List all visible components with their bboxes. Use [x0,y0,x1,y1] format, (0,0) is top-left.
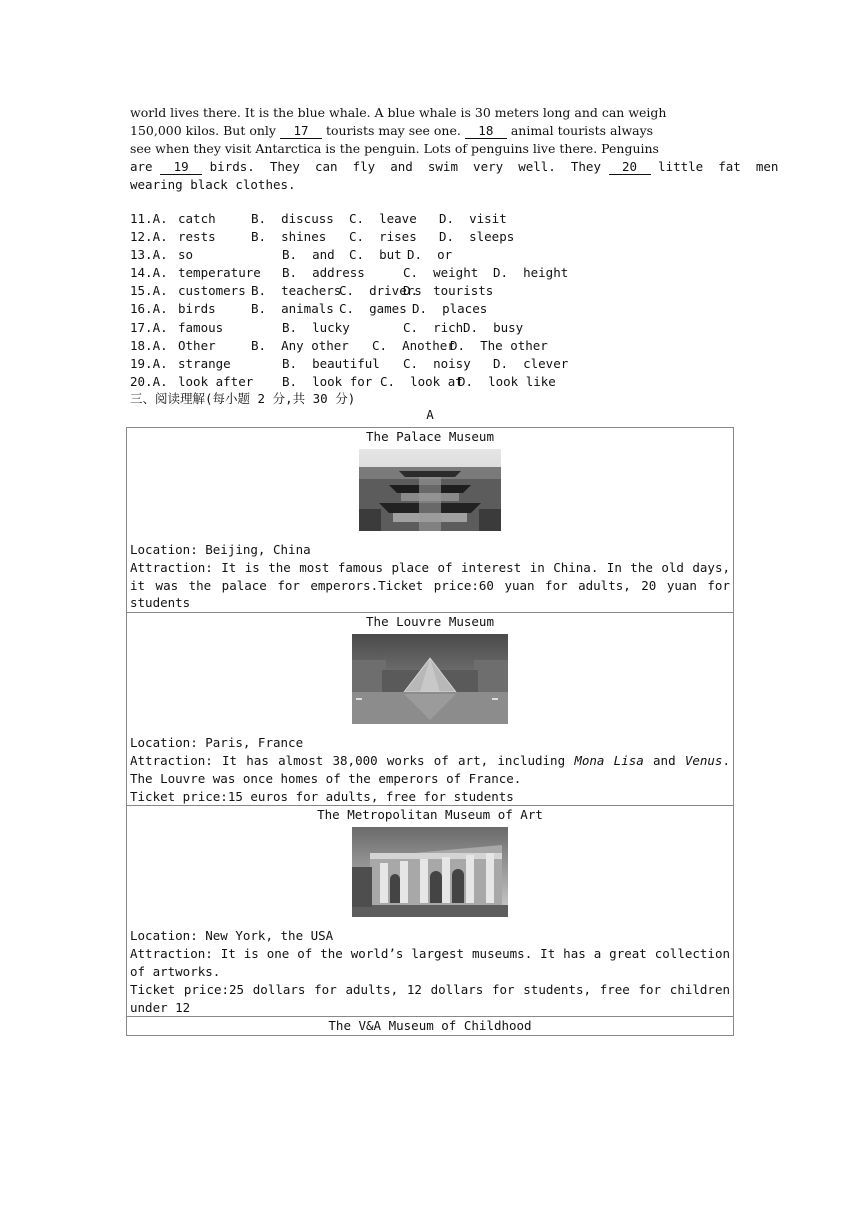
museum-cell [127,613,734,806]
question-number: 12.A. [130,229,168,245]
passage-fragment: 150,000 kilos. But only [130,123,276,138]
question-number: 11.A. [130,211,168,226]
museum-cell [127,428,734,613]
option-b: B. animals [251,301,334,317]
option-a: famous [178,319,224,335]
museum-row-metropolitan [127,806,734,1017]
museum-ticket: Ticket price:25 dollars for adults, 12 dollars for students, free for children under 12 [130,981,730,1015]
option-c: C. leave [349,211,417,226]
option-a: catch [178,211,216,226]
question-number: 16.A. [130,301,168,317]
passage-line-4 [130,158,779,176]
passage-line-2 [130,122,730,140]
option-b: B. lucky [282,319,350,335]
question-number: 20.A. [130,373,168,389]
answer-options [130,210,730,391]
museum-row-va [127,1017,734,1036]
museum-row-louvre [127,613,734,806]
question-number: 14.A. [130,265,168,281]
option-row-13 [130,246,730,264]
option-b: B. and [282,247,335,263]
option-a: customers [178,283,246,299]
option-a: strange [178,355,231,371]
option-c: C. rises [349,229,417,245]
option-c: C. noisy [403,355,471,371]
museum-table [126,427,734,1036]
museum-location: Location: New York, the USA [130,928,334,944]
option-c: C. weight [403,265,479,281]
option-a: look after [178,373,254,389]
option-row-20 [130,373,730,391]
passage-fragment: animal tourists always [510,123,654,138]
option-c: C. drivers [339,283,422,299]
passage-line-3: see when they visit Antarctica is the penguin. Lots of penguins live there. Penguins [130,141,659,156]
museum-ticket: Ticket price:15 euros for adults, free for students [130,788,514,804]
passage-text [130,104,779,194]
question-number: 19.A. [130,355,168,371]
option-c: C. rich [403,319,464,335]
passage-fragment: are [130,159,153,174]
option-d: D. The other [450,337,548,353]
option-c: C. but [349,247,402,263]
section-heading: 三、阅读理解(每小题 2 分,共 30 分) [130,390,356,406]
option-row-17 [130,319,730,337]
museum-location: Location: Beijing, China [130,542,311,557]
question-number: 17.A. [130,319,168,335]
museum-title: The Metropolitan Museum of Art [317,807,543,823]
option-a: Other [178,337,216,353]
museum-row-palace [127,428,734,613]
louvre-museum-photo [352,634,508,724]
museum-cell [127,1017,734,1036]
option-a: birds [178,301,216,317]
attraction-fragment: . The Louvre was once homes of the emperors of France. [130,752,730,786]
museum-attraction: Attraction: It is the most famous place of interest in China. In the old days, it was the palace for emperors.Ticket price:60 yuan for adults, 20 yuan for students [130,559,730,611]
blank-20: 20 [609,160,651,175]
work-title: Mona Lisa [574,752,644,768]
option-b: B. Any other [251,337,349,353]
option-a: temperature [178,265,261,281]
option-c: C. look at [380,373,463,389]
museum-cell [127,806,734,1017]
museum-title: The Palace Museum [366,429,494,444]
option-row-15 [130,282,730,300]
passage-line-1: world lives there. It is the blue whale. A blue whale is 30 meters long and can weigh [130,105,667,120]
option-row-11 [130,210,730,228]
option-row-18 [130,337,730,355]
option-d: D. sleeps [439,229,515,245]
option-d: D. height [493,265,569,281]
option-b: B. shines [251,229,327,245]
option-d: D. busy [463,319,524,335]
metropolitan-museum-photo [352,827,508,917]
exam-page [130,104,779,422]
passage-line-5: wearing black clothes. [130,177,296,192]
museum-attraction: Attraction: It is one of the world’s largest museums. It has a great collection of artworks. [130,946,730,979]
option-b: B. teachers [251,283,342,299]
option-row-12 [130,228,730,246]
option-d: D. tourists [403,283,494,299]
option-c: C. games [339,301,407,317]
option-c: C. Another [372,337,455,353]
passage-fragment: little fat men [658,159,779,174]
option-d: D. visit [439,211,507,226]
blank-19: 19 [160,160,202,175]
museum-attraction [130,752,730,788]
option-b: B. look for [282,373,373,389]
blank-17: 17 [280,124,322,139]
work-title: Venus [684,752,723,768]
option-b: B. discuss [251,211,334,226]
passage-fragment: birds. They can fly and swim very well. They [209,159,601,174]
option-d: D. look like [458,373,556,389]
museum-location: Location: Paris, France [130,735,304,751]
option-d: D. places [412,301,488,317]
question-number: 13.A. [130,247,168,263]
option-row-19 [130,355,730,373]
option-d: D. or [407,247,453,263]
option-b: B. beautiful [282,355,380,371]
option-a: so [178,247,194,263]
museum-title: The V&A Museum of Childhood [328,1018,532,1034]
palace-museum-photo [359,449,501,531]
option-b: B. address [282,265,365,281]
question-number: 18.A. [130,337,168,353]
attraction-fragment: Attraction: It has almost 38,000 works of art, including [130,752,566,768]
question-number: 15.A. [130,283,168,299]
part-letter: A [426,406,434,422]
blank-18: 18 [465,124,507,139]
option-a: rests [178,229,216,245]
option-row-14 [130,264,730,282]
attraction-fragment: and [653,752,676,768]
option-d: D. clever [493,355,569,371]
museum-title: The Louvre Museum [366,614,494,630]
option-row-16 [130,300,730,318]
passage-fragment: tourists may see one. [325,123,461,138]
